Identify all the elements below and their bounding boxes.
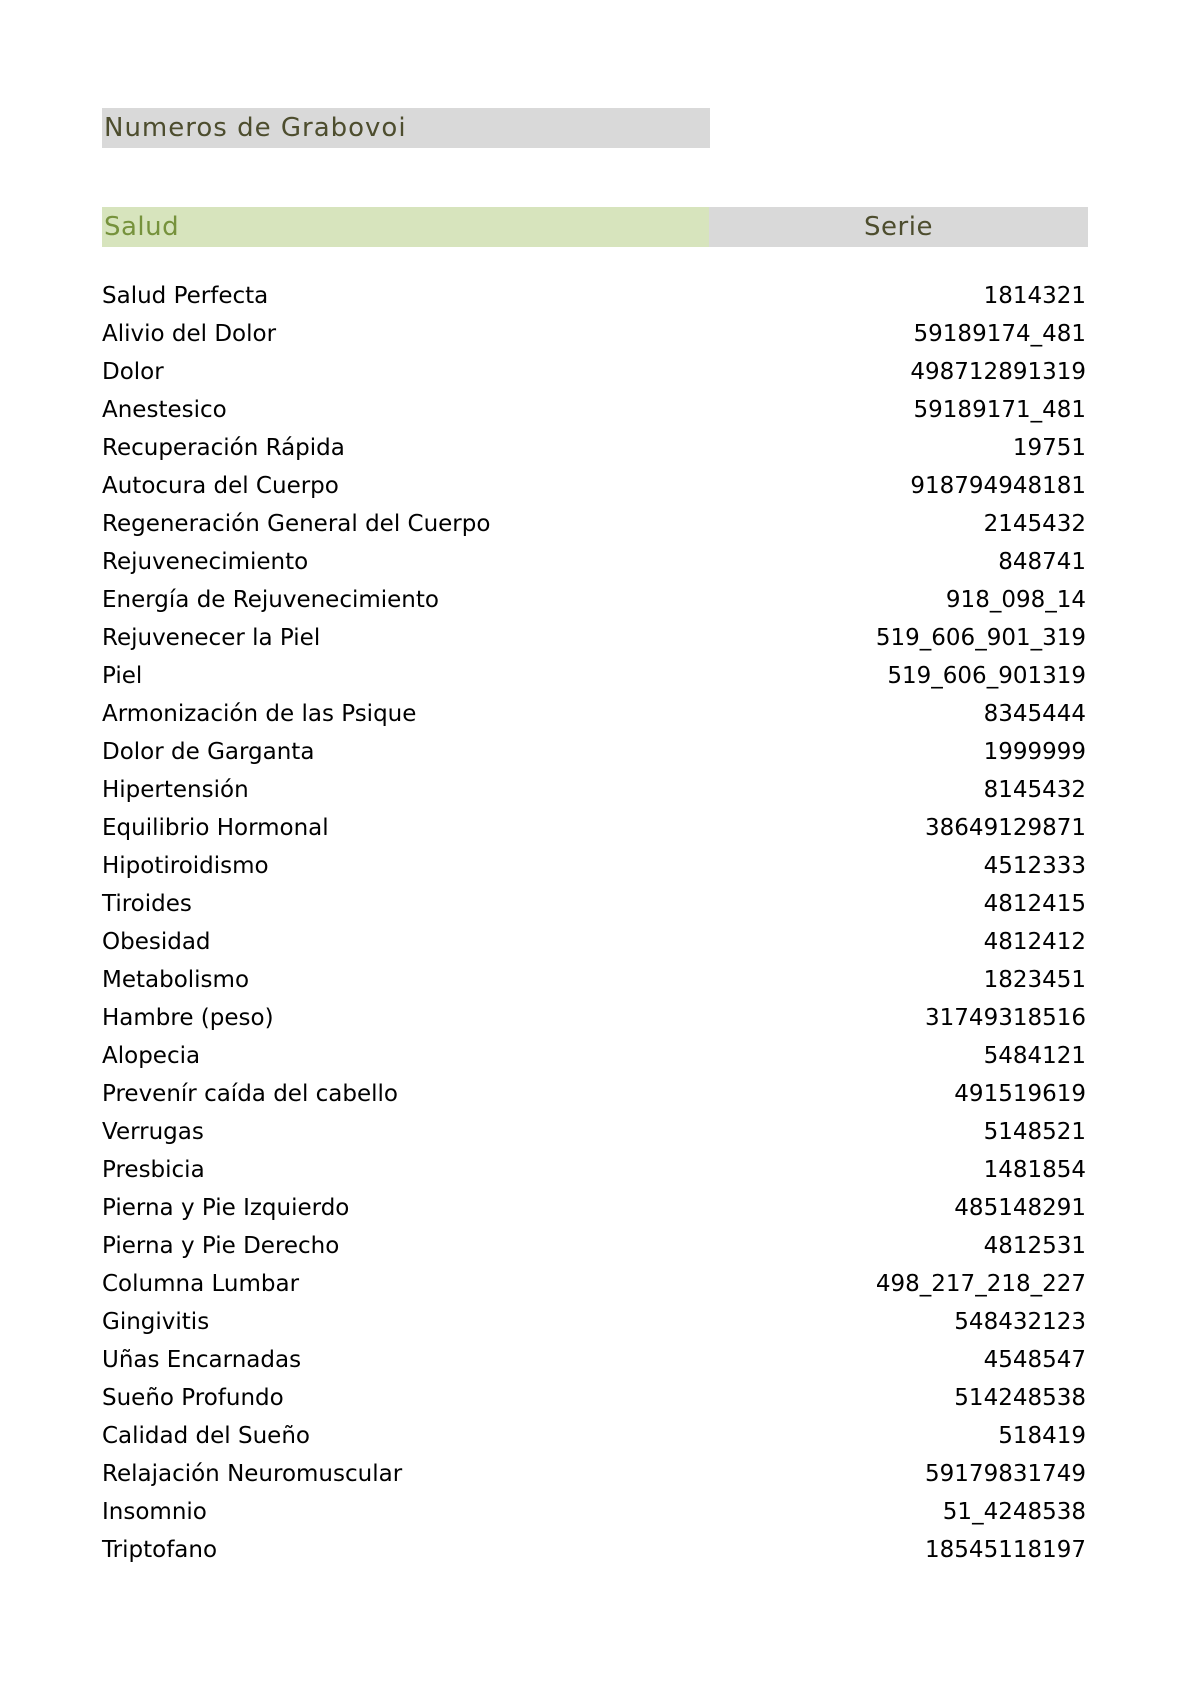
row-serie: 38649129871: [925, 815, 1086, 841]
row-name: Tiroides: [102, 891, 192, 917]
row-serie: 4812531: [983, 1233, 1086, 1259]
table-row: [102, 771, 1086, 809]
row-serie: 1999999: [983, 739, 1086, 765]
row-name: Sueño Profundo: [102, 1385, 284, 1411]
table-row: [102, 1227, 1086, 1265]
sheet-title: Numeros de Grabovoi: [102, 108, 710, 148]
row-name: Prevenír caída del cabello: [102, 1081, 398, 1107]
row-serie: 1481854: [983, 1157, 1086, 1183]
row-name: Regeneración General del Cuerpo: [102, 511, 491, 537]
table-row: [102, 695, 1086, 733]
row-name: Verrugas: [102, 1119, 204, 1145]
row-name: Alopecia: [102, 1043, 201, 1069]
row-serie: 4512333: [983, 853, 1086, 879]
table-row: [102, 961, 1086, 999]
row-name: Obesidad: [102, 929, 211, 955]
row-name: Dolor: [102, 359, 164, 385]
table-row: [102, 429, 1086, 467]
table-row: [102, 1075, 1086, 1113]
table-row: [102, 391, 1086, 429]
row-serie: 848741: [998, 549, 1086, 575]
table-row: [102, 505, 1086, 543]
row-serie: 1823451: [983, 967, 1086, 993]
table-row: [102, 581, 1086, 619]
row-serie: 519_606_901_319: [875, 625, 1086, 651]
row-name: Insomnio: [102, 1499, 207, 1525]
row-name: Triptofano: [102, 1537, 218, 1563]
row-name: Pierna y Pie Izquierdo: [102, 1195, 350, 1221]
row-name: Gingivitis: [102, 1309, 210, 1335]
row-serie: 4548547: [983, 1347, 1086, 1373]
row-name: Salud Perfecta: [102, 283, 269, 309]
table-body: [102, 277, 1086, 1569]
row-serie: 1814321: [983, 283, 1086, 309]
table-row: [102, 1189, 1086, 1227]
row-name: Uñas Encarnadas: [102, 1347, 302, 1373]
row-name: Rejuvenecimiento: [102, 549, 309, 575]
row-serie: 59189174_481: [913, 321, 1086, 347]
table-row: [102, 1037, 1086, 1075]
row-name: Recuperación Rápida: [102, 435, 345, 461]
table-row: [102, 315, 1086, 353]
row-serie: 485148291: [954, 1195, 1086, 1221]
header-serie: Serie: [709, 207, 1088, 247]
row-name: Alivio del Dolor: [102, 321, 277, 347]
row-name: Equilibrio Hormonal: [102, 815, 329, 841]
table-header: [102, 207, 1088, 247]
table-row: [102, 885, 1086, 923]
table-row: [102, 1531, 1086, 1569]
row-name: Relajación Neuromuscular: [102, 1461, 403, 1487]
row-name: Presbicia: [102, 1157, 205, 1183]
table-row: [102, 1113, 1086, 1151]
row-name: Armonización de las Psique: [102, 701, 417, 727]
table-row: [102, 467, 1086, 505]
table-row: [102, 353, 1086, 391]
row-serie: 918_098_14: [945, 587, 1086, 613]
row-serie: 18545118197: [925, 1537, 1086, 1563]
table-row: [102, 923, 1086, 961]
row-name: Hipotiroidismo: [102, 853, 269, 879]
table-row: [102, 1379, 1086, 1417]
table-row: [102, 657, 1086, 695]
table-row: [102, 1493, 1086, 1531]
row-serie: 51_4248538: [942, 1499, 1086, 1525]
row-serie: 918794948181: [910, 473, 1086, 499]
row-serie: 59189171_481: [913, 397, 1086, 423]
row-serie: 19751: [1012, 435, 1086, 461]
row-serie: 4812412: [983, 929, 1086, 955]
table-row: [102, 1417, 1086, 1455]
row-name: Dolor de Garganta: [102, 739, 315, 765]
row-serie: 498712891319: [910, 359, 1086, 385]
table-row: [102, 1265, 1086, 1303]
row-name: Piel: [102, 663, 143, 689]
row-name: Rejuvenecer la Piel: [102, 625, 321, 651]
row-name: Metabolismo: [102, 967, 250, 993]
row-serie: 514248538: [954, 1385, 1086, 1411]
row-serie: 498_217_218_227: [875, 1271, 1086, 1297]
table-row: [102, 1151, 1086, 1189]
table-row: [102, 847, 1086, 885]
row-name: Energía de Rejuvenecimiento: [102, 587, 439, 613]
table-row: [102, 277, 1086, 315]
table-row: [102, 1303, 1086, 1341]
header-category: Salud: [102, 207, 709, 247]
row-serie: 59179831749: [925, 1461, 1086, 1487]
row-serie: 4812415: [983, 891, 1086, 917]
row-name: Autocura del Cuerpo: [102, 473, 339, 499]
row-serie: 31749318516: [925, 1005, 1086, 1031]
table-row: [102, 543, 1086, 581]
row-serie: 5484121: [983, 1043, 1086, 1069]
row-serie: 8145432: [983, 777, 1086, 803]
table-row: [102, 619, 1086, 657]
row-serie: 519_606_901319: [887, 663, 1086, 689]
row-name: Columna Lumbar: [102, 1271, 300, 1297]
row-serie: 518419: [998, 1423, 1086, 1449]
table-row: [102, 999, 1086, 1037]
table-row: [102, 733, 1086, 771]
row-serie: 8345444: [983, 701, 1086, 727]
row-name: Hipertensión: [102, 777, 249, 803]
table-row: [102, 809, 1086, 847]
row-name: Pierna y Pie Derecho: [102, 1233, 340, 1259]
table-row: [102, 1455, 1086, 1493]
row-name: Anestesico: [102, 397, 227, 423]
table-row: [102, 1341, 1086, 1379]
row-serie: 5148521: [983, 1119, 1086, 1145]
row-serie: 491519619: [954, 1081, 1086, 1107]
row-serie: 2145432: [983, 511, 1086, 537]
row-serie: 548432123: [954, 1309, 1086, 1335]
row-name: Calidad del Sueño: [102, 1423, 310, 1449]
row-name: Hambre (peso): [102, 1005, 274, 1031]
